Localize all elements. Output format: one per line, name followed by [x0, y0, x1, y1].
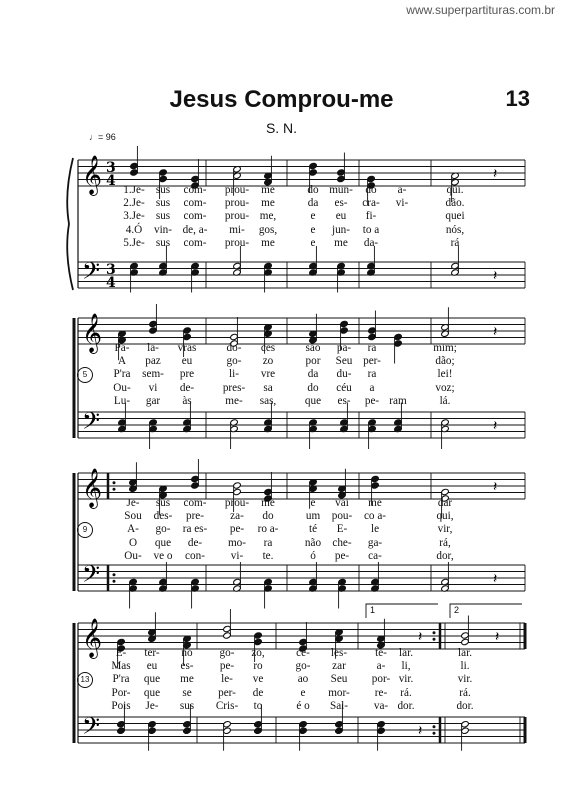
lyric-syllable: A	[117, 355, 127, 368]
bass-clef: 𝄢	[82, 560, 101, 593]
lyric-syllable: de, a-	[182, 223, 208, 236]
lyric-syllable: sus	[155, 236, 171, 249]
lyric-syllable: me	[261, 236, 275, 249]
lyric-syllable: pe-	[364, 394, 380, 407]
lyric-syllable: 3.Je-	[123, 210, 145, 223]
lyric-syllable: do	[262, 510, 274, 523]
volta-1-label: 1	[370, 605, 376, 615]
lyric-syllable: prou-	[224, 236, 250, 249]
lyric-syllable: to	[253, 699, 263, 712]
lyric-syllable: zar	[332, 660, 346, 673]
bass-clef: 𝄢	[82, 257, 101, 290]
lyric-syllable: go-	[155, 523, 171, 536]
time-signature: 3	[106, 160, 116, 176]
lyric-syllable: zo,	[251, 647, 265, 659]
measure-number: 5	[77, 367, 93, 383]
lyric-syllable: ve	[252, 673, 264, 686]
lyric-syllable: co a-	[363, 510, 387, 523]
lyric-syllable: me-	[225, 394, 243, 407]
lyric-syllable: lei!	[437, 368, 453, 381]
lyric-syllable: du-	[336, 368, 352, 381]
lyric-syllable: le	[370, 523, 380, 536]
lyric-syllable: do	[365, 184, 377, 196]
time-signature: 3	[106, 262, 116, 278]
lyric-syllable: ve o	[153, 549, 173, 562]
lyric-syllable: com-	[183, 236, 207, 249]
lyric-syllable: da	[307, 197, 319, 210]
lyric-syllable: se	[182, 686, 192, 699]
lyric-syllable: que	[143, 686, 161, 699]
lyric-syllable: prou-	[224, 210, 250, 223]
lyric-syllable: vir,	[437, 523, 453, 536]
lyric-syllable: céu	[336, 381, 352, 394]
lyric-syllable: pa-	[336, 342, 352, 354]
repeat-dot	[113, 580, 116, 583]
lyric-syllable: sus	[155, 497, 171, 509]
lyric-syllable: por	[305, 355, 321, 368]
lyric-syllable: Lu-	[113, 394, 131, 407]
volta-1-bracket	[366, 604, 438, 618]
lyric-syllable: Ou-	[124, 549, 142, 562]
lyric-syllable: go-	[295, 660, 311, 673]
lyric-syllable: com-	[183, 497, 207, 509]
lyric-syllable: me,	[259, 210, 277, 223]
measure-number: 9	[77, 522, 93, 538]
lyric-syllable: Pa-	[114, 342, 130, 354]
lyric-syllable: P'ra	[113, 368, 131, 381]
lyric-syllable: E-	[336, 523, 348, 536]
lyric-syllable: Sou	[124, 510, 142, 523]
lyric-syllable: fi-	[365, 210, 377, 223]
lyric-syllable: de-	[179, 381, 195, 394]
quarter-rest: 𝄽	[493, 166, 498, 182]
lyric-syllable: ra	[263, 536, 273, 549]
lyric-syllable: A-	[127, 523, 139, 536]
lyric-syllable: Ou-	[113, 381, 131, 394]
lyric-syllable: mo-	[227, 536, 247, 549]
lyric-syllable: de	[252, 686, 264, 699]
lyric-syllable: rá	[450, 236, 460, 249]
lyric-syllable: rá,	[439, 536, 451, 549]
page-number: 13	[505, 86, 530, 111]
lyric-syllable: vi-	[230, 549, 244, 562]
lyric-syllable: sus	[155, 184, 171, 196]
author-credit: S. N.	[265, 120, 298, 136]
lyric-syllable: do-	[226, 342, 242, 354]
lyric-syllable: ó	[310, 549, 316, 562]
lyric-syllable: Sal-	[329, 699, 349, 712]
lyric-syllable: me	[180, 673, 194, 686]
lyric-syllable: li-	[229, 368, 239, 381]
lyric-syllable: es-	[334, 197, 348, 210]
lyric-syllable: ra es-	[182, 523, 208, 536]
lyric-syllable: rá.	[459, 686, 471, 699]
lyric-syllable: eu	[146, 660, 158, 673]
measure-number: 13	[77, 672, 93, 688]
quarter-rest: 𝄽	[493, 418, 498, 434]
lyric-syllable: vras	[177, 342, 197, 354]
lyric-syllable: te.	[262, 549, 274, 562]
lyric-syllable: voz;	[435, 381, 455, 394]
lyric-syllable: va-	[373, 699, 389, 712]
volta-2-label: 2	[454, 605, 460, 615]
lyric-syllable: sus	[179, 699, 195, 712]
lyric-syllable: 1.Je-	[123, 184, 145, 196]
lyric-syllable: Mas	[111, 660, 131, 673]
lyric-syllable: e	[310, 223, 316, 236]
lyric-syllable: sa	[263, 381, 273, 394]
lyric-syllable: pe-	[334, 549, 350, 562]
lyric-syllable: la-	[147, 342, 159, 354]
song-title: Jesus Comprou-me	[169, 86, 394, 113]
lyric-syllable: de-	[187, 536, 203, 549]
lyric-syllable: le-	[221, 673, 233, 686]
watermark: www.superpartituras.com.br	[406, 3, 555, 17]
quarter-rest: 𝄽	[418, 723, 423, 739]
lyric-syllable: dor.	[456, 699, 474, 712]
lyric-syllable: li.	[460, 660, 470, 673]
lyric-syllable: ro	[253, 660, 263, 673]
lyric-syllable: lar.	[399, 647, 413, 659]
lyric-syllable: Je-	[126, 497, 140, 509]
lyric-syllable: 4.Ó	[125, 223, 143, 236]
lyric-syllable: eu	[181, 355, 193, 368]
lyric-syllable: rá.	[400, 686, 412, 699]
lyric-syllable: 5.Je-	[123, 236, 145, 249]
lyric-syllable: da-	[363, 236, 379, 249]
lyric-syllable: a	[369, 381, 375, 394]
lyric-syllable: por-	[371, 673, 391, 686]
lyric-syllable: vai	[335, 497, 349, 509]
lyric-syllable: do	[307, 184, 319, 196]
lyric-syllable: mor-	[328, 686, 350, 699]
lyric-syllable: con-	[185, 549, 205, 562]
lyric-syllable: sus	[155, 197, 171, 210]
lyric-syllable: to a	[362, 223, 380, 236]
lyric-syllable: dão;	[435, 355, 455, 368]
lyric-syllable: té	[308, 523, 318, 536]
lyric-syllable: dor.	[397, 699, 415, 712]
repeat-dot	[433, 732, 436, 735]
lyric-syllable: lar.	[458, 647, 472, 659]
quarter-rest: 𝄽	[493, 268, 498, 284]
lyric-syllable: go-	[219, 647, 235, 659]
lyric-syllable: no	[181, 647, 193, 659]
lyric-syllable: não	[304, 536, 322, 549]
lyric-syllable: ga-	[367, 536, 383, 549]
lyric-syllable: ca-	[368, 549, 382, 562]
lyric-syllable: re-	[374, 686, 388, 699]
lyric-syllable: Je-	[145, 699, 159, 712]
lyric-syllable: per-	[218, 686, 236, 699]
lyric-syllable: quei	[445, 210, 465, 223]
lyric-syllable: E-	[115, 647, 127, 659]
lyric-syllable: sem-	[142, 368, 164, 381]
volta-2-bracket	[450, 604, 522, 618]
treble-clef: 𝄞	[82, 155, 103, 195]
lyric-syllable: são	[305, 342, 321, 354]
bass-clef: 𝄢	[82, 712, 101, 745]
lyric-syllable: vir.	[457, 673, 473, 686]
lyric-syllable: é o	[296, 699, 310, 712]
lyric-syllable: Seu	[330, 673, 348, 686]
lyric-syllable: es-	[180, 660, 194, 673]
lyric-syllable: ces	[260, 342, 276, 354]
lyric-syllable: pe-	[219, 660, 235, 673]
lyric-syllable: ram	[389, 394, 407, 407]
lyric-syllable: zo	[262, 355, 274, 368]
lyric-syllable: a-	[397, 184, 407, 196]
lyric-syllable: e	[310, 497, 316, 509]
lyric-syllable: um	[305, 510, 321, 523]
lyric-syllable: te-	[375, 647, 387, 659]
lyric-syllable: dão.	[445, 197, 465, 210]
lyric-syllable: ro a-	[257, 523, 279, 536]
lyric-syllable: pres-	[222, 381, 246, 394]
lyric-syllable: mun-	[329, 184, 353, 196]
treble-clef: 𝄞	[82, 468, 103, 508]
lyric-syllable: me	[261, 184, 275, 196]
lyric-syllable: ce-	[296, 647, 310, 659]
treble-clef: 𝄞	[82, 313, 103, 353]
bass-clef: 𝄢	[82, 407, 101, 440]
lyric-syllable: vre	[260, 368, 276, 381]
lyric-syllable: a-	[376, 660, 386, 673]
lyric-syllable: vi-	[395, 197, 409, 210]
repeat-dot	[433, 631, 436, 634]
lyric-syllable: eu	[335, 210, 347, 223]
lyric-syllable: da	[307, 368, 319, 381]
lyric-syllable: prou-	[224, 197, 250, 210]
lyric-syllable: go-	[226, 355, 242, 368]
time-signature: 4	[106, 173, 116, 189]
lyric-syllable: e	[310, 210, 316, 223]
lyric-syllable: O	[128, 536, 138, 549]
lyric-syllable: lá.	[439, 394, 451, 407]
lyric-syllable: ter-	[144, 647, 160, 659]
lyric-syllable: 2.Je-	[123, 197, 145, 210]
lyric-syllable: vir.	[398, 673, 414, 686]
lyric-syllable: pre	[179, 368, 195, 381]
repeat-dot	[113, 488, 116, 491]
lyric-syllable: dar	[437, 497, 453, 509]
lyric-syllable: prou-	[224, 497, 250, 509]
lyric-syllable: dor,	[436, 549, 454, 562]
lyric-syllable: gar	[145, 394, 161, 407]
lyric-syllable: qui.	[446, 184, 464, 196]
lyric-syllable: Cris-	[215, 699, 239, 712]
lyric-syllable: les-	[330, 647, 348, 659]
quarter-rest: 𝄽	[493, 571, 498, 587]
lyric-syllable: Pois	[111, 699, 131, 712]
lyric-syllable: às	[182, 394, 192, 407]
lyric-syllable: me	[261, 197, 275, 210]
lyric-syllable: e	[310, 236, 316, 249]
lyric-syllable: que	[304, 394, 322, 407]
lyric-syllable: pou-	[331, 510, 353, 523]
lyric-syllable: sas,	[259, 394, 277, 407]
lyric-syllable: paz	[145, 355, 161, 368]
lyric-syllable: za-	[230, 510, 244, 523]
lyric-syllable: e	[300, 686, 306, 699]
lyric-syllable: ra	[367, 368, 377, 381]
lyric-syllable: Por-	[111, 686, 131, 699]
lyric-syllable: gos,	[258, 223, 278, 236]
lyric-syllable: com-	[183, 184, 207, 196]
lyric-syllable: mi-	[229, 223, 245, 236]
lyric-syllable: com-	[183, 210, 207, 223]
quarter-rest: 𝄽	[493, 479, 498, 495]
lyric-syllable: me	[261, 497, 275, 509]
repeat-dot	[433, 638, 436, 641]
lyric-syllable: jun-	[331, 223, 351, 236]
lyric-syllable: do	[307, 381, 319, 394]
lyric-syllable: es-	[337, 394, 351, 407]
quarter-rest: 𝄽	[495, 629, 500, 645]
lyric-syllable: pre-	[185, 510, 205, 523]
time-signature: 4	[106, 275, 116, 291]
lyric-syllable: li,	[401, 660, 411, 673]
lyric-syllable: ra	[367, 342, 377, 354]
lyric-syllable: ao	[297, 673, 309, 686]
repeat-dot	[113, 481, 116, 484]
brace	[67, 158, 73, 290]
lyric-syllable: vi	[148, 381, 158, 394]
lyric-syllable: P'ra	[112, 673, 130, 686]
lyric-syllable: me	[334, 236, 348, 249]
tempo-marking: ♩= 96	[89, 132, 116, 142]
lyric-syllable: vin-	[153, 223, 173, 236]
treble-clef: 𝄞	[82, 618, 103, 658]
lyric-syllable: des-	[153, 510, 173, 523]
lyric-syllable: que	[143, 673, 161, 686]
lyric-syllable: com-	[183, 197, 207, 210]
lyric-syllable: per-	[363, 355, 381, 368]
quarter-rest: 𝄽	[493, 324, 498, 340]
repeat-dot	[113, 573, 116, 576]
lyric-syllable: mim;	[433, 342, 457, 354]
lyric-syllable: nós,	[445, 223, 465, 236]
repeat-dot	[433, 725, 436, 728]
lyric-syllable: che-	[332, 536, 352, 549]
lyric-syllable: pe-	[229, 523, 245, 536]
lyric-syllable: qui,	[436, 510, 454, 523]
lyric-syllable: prou-	[224, 184, 250, 196]
lyric-syllable: que	[154, 536, 172, 549]
lyric-syllable: cra-	[362, 197, 380, 210]
lyric-syllable: me	[368, 497, 382, 509]
lyric-syllable: Seu	[335, 355, 353, 368]
quarter-rest: 𝄽	[418, 629, 423, 645]
lyric-syllable: sus	[155, 210, 171, 223]
